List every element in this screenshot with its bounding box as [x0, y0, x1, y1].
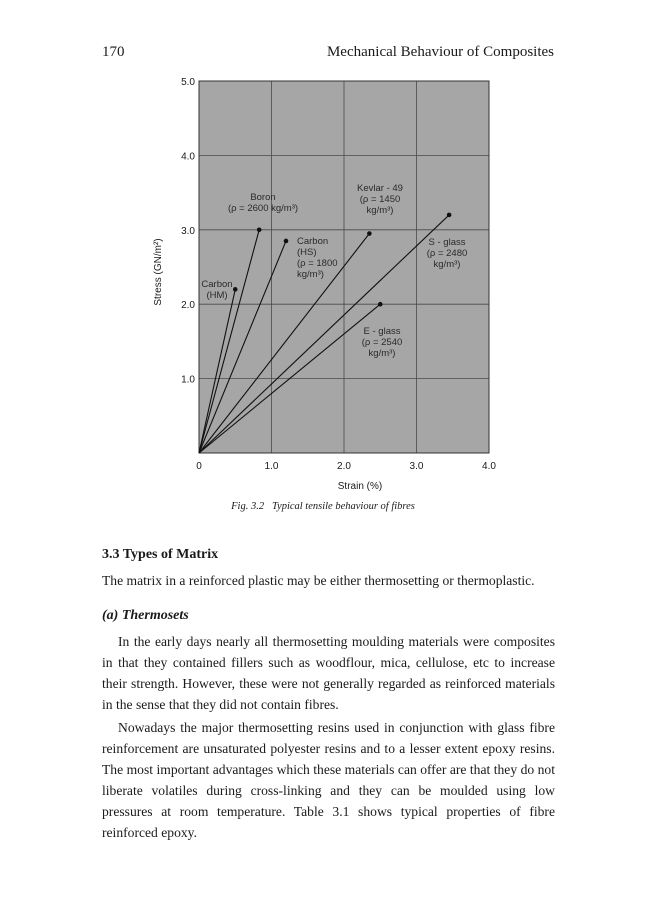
curve-label-line: Carbon	[297, 236, 329, 247]
page-number: 170	[102, 44, 125, 60]
curve-label-line: (ρ = 1800	[297, 258, 338, 269]
curve-label-line: Kevlar - 49	[357, 183, 403, 194]
running-title: Mechanical Behaviour of Composites	[326, 44, 554, 60]
caption-text: Typical tensile behaviour of fibres	[271, 501, 415, 512]
y-tick-label: 5.0	[181, 77, 195, 88]
series-end-marker	[367, 231, 372, 236]
curve-label-line: (ρ = 2540	[361, 337, 403, 348]
curve-label-line: kg/m³)	[433, 259, 461, 270]
section-intro: The matrix in a reinforced plastic may be either thermosetting or thermoplastic.	[102, 573, 535, 588]
y-tick-label: 1.0	[181, 374, 195, 386]
series-end-marker	[284, 239, 289, 244]
figure-caption	[0, 501, 646, 512]
curve-label-line: Carbon	[201, 279, 233, 290]
x-tick-label: 3.0	[409, 461, 424, 472]
sub-heading: (a) Thermosets	[102, 608, 189, 623]
curve-label-line: E - glass	[363, 326, 401, 337]
x-tick-label: 2.0	[337, 461, 351, 472]
curve-label-line: kg/m³)	[368, 348, 396, 359]
paragraph-2: Nowadays the major thermosetting resins used in conjunction with glass fibre reinforcement are unsaturated polyester resins and to a lesser extent epoxy resins. The most important advantages which these materials can offer are that they do not liberate volatiles during cross-linking and they can be moulded using low pressures at room temperature. Table 3.1 shows typical properties of fibre reinforced epoxy.	[102, 720, 555, 840]
series-end-marker	[447, 213, 452, 218]
curve-label-line: (ρ = 2480	[426, 248, 468, 259]
curve-label-line: (HM)	[206, 290, 228, 301]
curve-label-line: kg/m³)	[366, 205, 394, 216]
paragraph-1: In the early days nearly all thermosetting moulding materials were composites in that they contained fillers such as woodflour, mica, cellulose, etc to increase their strength. However, these were not generally regarded as reinforced materials in the sense that they did not contain fibres.	[102, 634, 555, 712]
y-tick-label: 4.0	[181, 151, 195, 163]
x-tick-label: 0	[196, 461, 202, 472]
curve-label-line: S - glass	[428, 237, 466, 248]
curve-label-line: (ρ = 1450	[359, 194, 401, 205]
section-heading: 3.3 Types of Matrix	[102, 547, 219, 562]
y-axis-label: Stress (GN/m²)	[153, 238, 164, 306]
curve-label-line: (ρ = 2600 kg/m³)	[227, 203, 299, 214]
series-end-marker	[257, 228, 262, 233]
caption-label: Fig. 3.2	[231, 501, 265, 512]
y-tick-label: 2.0	[181, 300, 195, 312]
y-tick-label: 3.0	[181, 225, 195, 237]
series-end-marker	[233, 287, 238, 292]
x-axis-label: Strain (%)	[337, 481, 383, 492]
curve-label-line: Boron	[250, 192, 276, 203]
curve-label-line: kg/m³)	[297, 269, 324, 280]
x-tick-label: 4.0	[482, 461, 496, 472]
curve-label-line: (HS)	[297, 247, 317, 258]
series-end-marker	[378, 302, 383, 307]
x-tick-label: 1.0	[264, 461, 279, 472]
